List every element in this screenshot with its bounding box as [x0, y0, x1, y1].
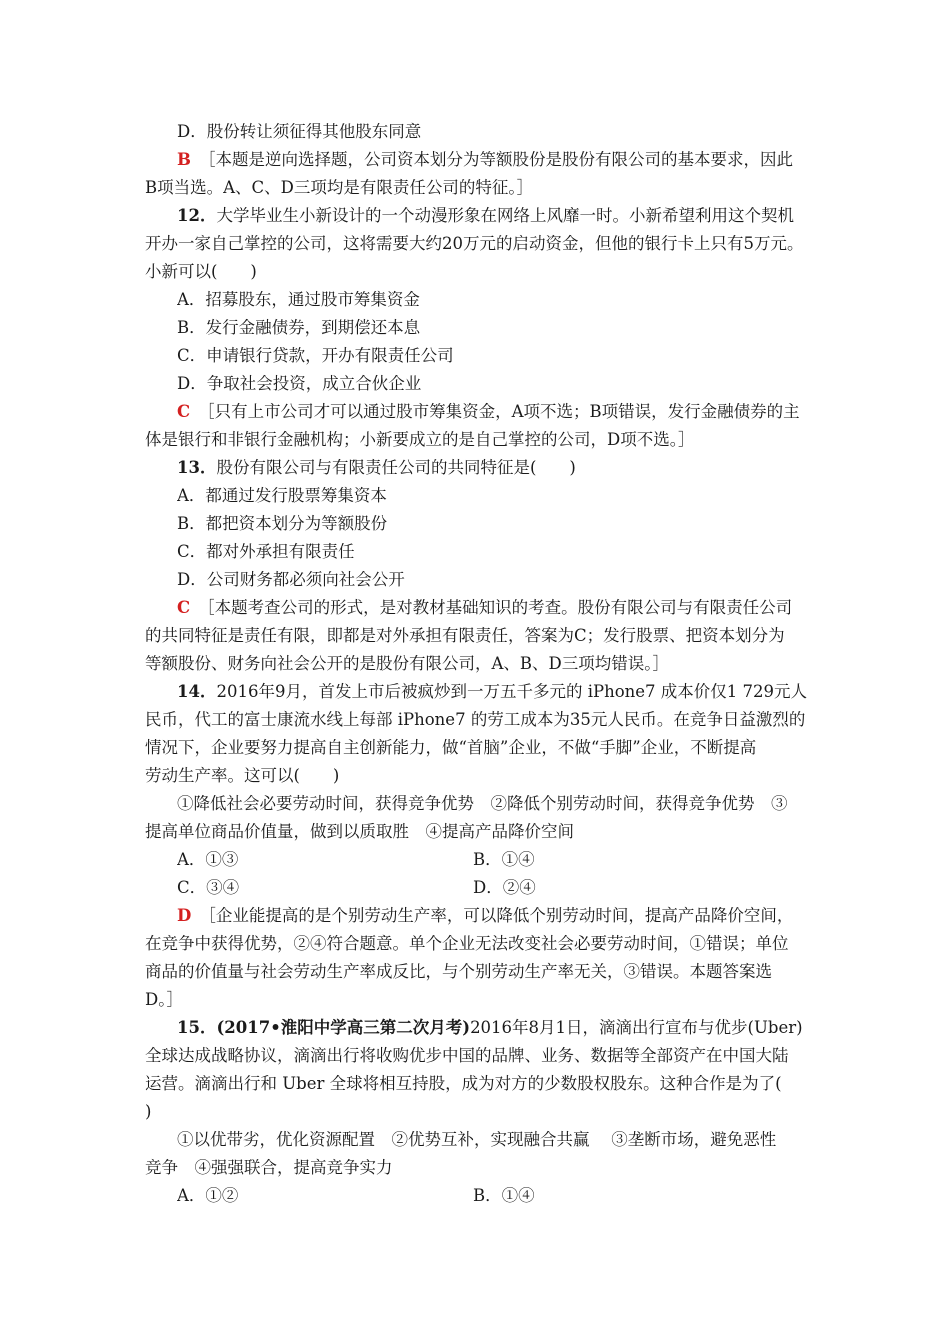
q14-explanation-line: ［企业能提高的是个别劳动生产率，可以降低个别劳动时间，提高产品降价空间， — [199, 906, 794, 925]
q15-stem-line: 全球达成战略协议，滴滴出行将收购优步中国的品牌、业务、数据等全部资产在中国大陆 — [145, 1046, 789, 1065]
q13-answer — [177, 594, 815, 622]
q13-option-b: B．都把资本划分为等额股份 — [177, 514, 388, 533]
q11-option-d: D．股份转让须征得其他股东同意 — [177, 122, 422, 141]
q14-number: 14． — [177, 682, 217, 701]
q13-option-a: A．都通过发行股票筹集资本 — [177, 486, 387, 505]
q11-explanation-line: B项当选。A、C、D三项均是有限责任公司的特征。］ — [145, 178, 534, 197]
q12-explanation-line: 体是银行和非银行金融机构；小新要成立的是自己掌控的公司，D项不选。］ — [145, 430, 695, 449]
q14-stem-line: 民币，代工的富士康流水线上每部 iPhone7 的劳工成本为35元人民币。在竞争日益激烈的 — [145, 710, 806, 729]
q12-stem — [177, 202, 815, 230]
q13-explanation-line: 的共同特征是责任有限，即都是对外承担有限责任，答案为C；发行股票、把资本划分为 — [145, 626, 785, 645]
q14-option-a: A．①③ — [177, 850, 239, 869]
q12-stem-line: 小新可以( ) — [145, 262, 257, 281]
q14-option-b: B．①④ — [473, 850, 535, 869]
q11-answer-letter: B — [177, 150, 191, 169]
q15-items-line: 竞争 ④强强联合，提高竞争实力 — [145, 1158, 393, 1177]
q15-stem-line: 运营。滴滴出行和 Uber 全球将相互持股，成为对方的少数股权股东。这种合作是为了( — [145, 1074, 782, 1093]
q14-stem-line: 情况下，企业要努力提高自主创新能力，做“首脑”企业，不做“手脚”企业，不断提高 — [145, 738, 757, 757]
q13-explanation-line: ［本题考查公司的形式，是对教材基础知识的考查。股份有限公司与有限责任公司 — [198, 598, 793, 617]
q12-stem-line: 大学毕业生小新设计的一个动漫形象在网络上风靡一时。小新希望利用这个契机 — [216, 206, 794, 225]
q14-explanation-line: D。］ — [145, 990, 183, 1009]
q15-stem-line: ) — [145, 1102, 152, 1121]
q13-stem — [177, 454, 815, 482]
q12-option-a: A．招募股东，通过股市筹集资金 — [177, 290, 420, 309]
q14-items-line: 提高单位商品价值量，做到以质取胜 ④提高产品降价空间 — [145, 822, 574, 841]
q12-answer — [177, 398, 815, 426]
q13-explanation-line: 等额股份、财务向社会公开的是股份有限公司，A、B、D三项均错误。］ — [145, 654, 670, 673]
q14-stem-line: 劳动生产率。这可以( ) — [145, 766, 340, 785]
q15-stem-line: 2016年8月1日，滴滴出行宣布与优步(Uber) — [470, 1018, 803, 1037]
q15-source: (2017•淮阳中学高三第二次月考) — [216, 1018, 471, 1037]
q12-option-d: D．争取社会投资，成立合伙企业 — [177, 374, 422, 393]
q14-option-d: D．②④ — [473, 878, 536, 897]
q13-option-c: C．都对外承担有限责任 — [177, 542, 355, 561]
q13-option-d: D．公司财务都必须向社会公开 — [177, 570, 405, 589]
q11-explanation-line: ［本题是逆向选择题，公司资本划分为等额股份是股份有限公司的基本要求，因此 — [198, 150, 793, 169]
q15-number: 15． — [177, 1018, 217, 1037]
q14-stem-line: 2016年9月，首发上市后被疯炒到一万五千多元的 iPhone7 成本价仅1 729元人 — [216, 682, 808, 701]
q12-option-c: C．申请银行贷款，开办有限责任公司 — [177, 346, 454, 365]
q13-number: 13． — [177, 458, 217, 477]
q14-items-line: ①降低社会必要劳动时间，获得竞争优势 ②降低个别劳动时间，获得竞争优势 ③ — [177, 794, 788, 813]
q13-answer-letter: C — [177, 598, 191, 617]
q15-items-line: ①以优带劣，优化资源配置 ②优势互补，实现融合共赢 ③垄断市场，避免恶性 — [177, 1130, 777, 1149]
q14-option-c: C．③④ — [177, 878, 240, 897]
q15-option-a: A．①② — [177, 1186, 239, 1205]
q12-number: 12． — [177, 206, 217, 225]
q12-explanation-line: ［只有上市公司才可以通过股市筹集资金，A项不选；B项错误，发行金融债券的主 — [198, 402, 800, 421]
q14-answer-letter: D — [177, 906, 192, 925]
q12-option-b: B．发行金融债券，到期偿还本息 — [177, 318, 421, 337]
q13-stem-line: 股份有限公司与有限责任公司的共同特征是( ) — [216, 458, 576, 477]
q14-explanation-line: 商品的价值量与社会劳动生产率成反比，与个别劳动生产率无关，③错误。本题答案选 — [145, 962, 772, 981]
q11-answer — [177, 146, 815, 174]
q14-answer — [177, 902, 815, 930]
q15-option-b: B．①④ — [473, 1186, 535, 1205]
q14-explanation-line: 在竞争中获得优势，②④符合题意。单个企业无法改变社会必要劳动时间，①错误；单位 — [145, 934, 789, 953]
q12-stem-line: 开办一家自己掌控的公司，这将需要大约20万元的启动资金，但他的银行卡上只有5万元。 — [145, 234, 804, 253]
q14-stem — [177, 678, 815, 706]
q15-stem — [177, 1014, 815, 1042]
q12-answer-letter: C — [177, 402, 191, 421]
